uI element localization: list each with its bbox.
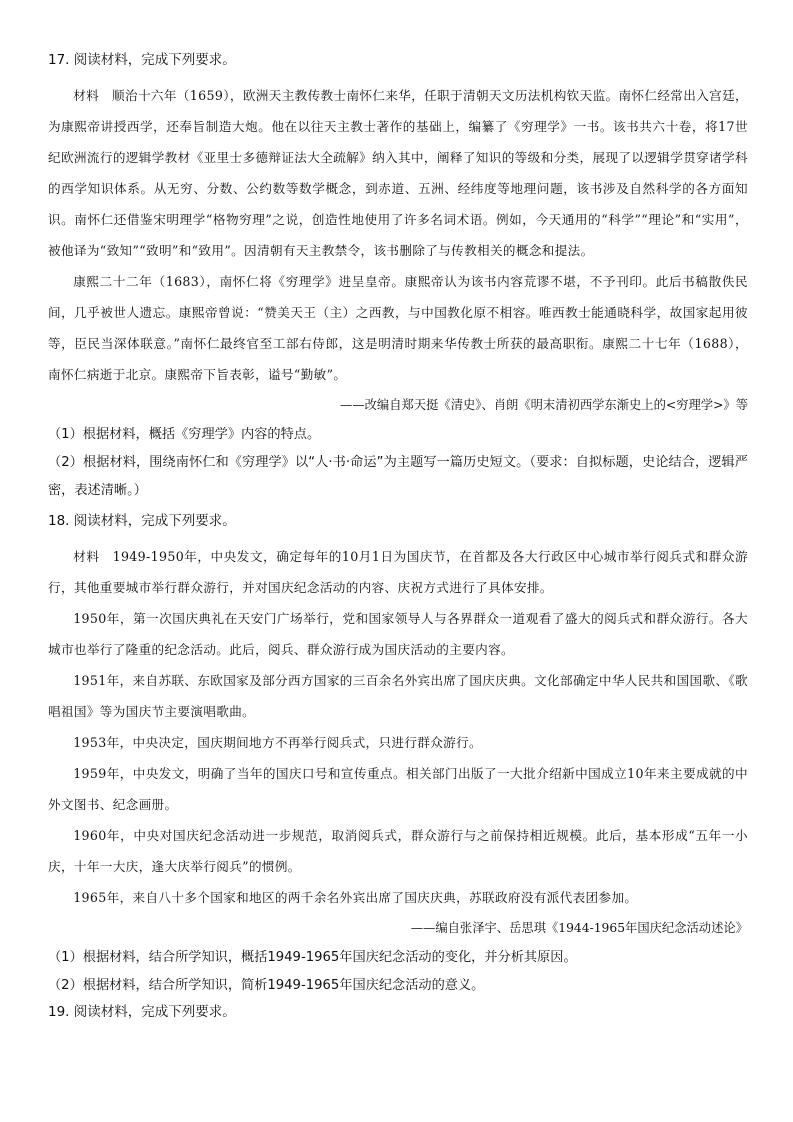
question-18-material-paragraph: 材料 1949-1950年，中央发文，确定每年的10月1日为国庆节，在首都及各大行政区中心城市举行阅兵式和群众游行，其他重要城市举行群众游行，并对国庆纪念活动的内容、庆祝方式进行了具体安排。 <box>48 549 748 595</box>
question-18-material-paragraph: 1950年，第一次国庆典礼在天安门广场举行，党和国家领导人与各界群众一道观看了盛大的阅兵式和群众游行。各大城市也举行了隆重的纪念活动。此后，阅兵、群众游行成为国庆活动的主要内容。 <box>48 611 748 657</box>
question-17-sub-1: （1）根据材料，概括《穷理学》内容的特点。 <box>48 427 321 442</box>
question-18-material-paragraph: 1951年，来自苏联、东欧国家及部分西方国家的三百余名外宾出席了国庆庆典。文化部确定中华人民共和国国歌、《歌唱祖国》等为国庆节主要演唱歌曲。 <box>48 673 748 719</box>
question-18-material-paragraph: 1953年，中央决定，国庆期间地方不再举行阅兵式，只进行群众游行。 <box>73 735 483 750</box>
question-18-material-paragraph: 1959年，中央发文，明确了当年的国庆口号和宣传重点。相关部门出版了一大批介绍新中国成立10年来主要成就的中外文图书、纪念画册。 <box>48 766 748 812</box>
question-17-source: ——改编自郑天挺《清史》、肖朗《明末清初西学东渐史上的<穷理学>》等 <box>340 398 748 412</box>
question-18-sub-2: （2）根据材料，结合所学知识，简析1949-1965年国庆纪念活动的意义。 <box>48 978 485 993</box>
question-18-material-paragraph: 1965年，来自八十多个国家和地区的两千余名外宾出席了国庆庆典，苏联政府没有派代表团参加。 <box>73 890 638 905</box>
exam-page <box>48 50 748 1032</box>
question-19-title: 19. 阅读材料，完成下列要求。 <box>48 1004 236 1020</box>
question-17-sub-2: （2）根据材料，围绕南怀仁和《穷理学》以“人·书·命运”为主题写一篇历史短文。（要求：自拟标题，史论结合，逻辑严密，表述清晰。） <box>48 455 748 498</box>
question-18-material-paragraph: 1960年，中央对国庆纪念活动进一步规范，取消阅兵式，群众游行与之前保持相近规模。此后，基本形成“五年一小庆，十年一大庆，逢大庆举行阅兵”的惯例。 <box>48 828 748 874</box>
question-18-sub-1: （1）根据材料，结合所学知识，概括1949-1965年国庆纪念活动的变化，并分析其原因。 <box>48 950 577 965</box>
question-17-title: 17. 阅读材料，完成下列要求。 <box>48 52 236 68</box>
question-17-material-paragraph: 材料 顺治十六年（1659），欧洲天主教传教士南怀仁来华，任职于清朝天文历法机构钦天监。南怀仁经常出入宫廷，为康熙帝讲授西学，还奉旨制造大炮。他在以往天主教士著作的基础上，编纂了《穷理学》一书。该书共六十卷，将17世纪欧洲流行的逻辑学教材《亚里士多德辩证法大全疏解》纳入其中，阐释了知识的等级和分类，展现了以逻辑学贯穿诸学科的西学知识体系。从无穷、分数、公约数等数学概念，到赤道、五洲、经纬度等地理问题，该书涉及自然科学的各方面知识。南怀仁还借鉴宋明理学“格物穷理”之说，创造性地使用了许多名词术语。例如，今天通用的“科学”“理论”和“实用”，被他译为“致知”“致明”和“致用”。因清朝有天主教禁令，该书删除了与传教相关的概念和提法。 <box>48 88 748 258</box>
question-17-material-paragraph: 康熙二十二年（1683），南怀仁将《穷理学》进呈皇帝。康熙帝认为该书内容荒谬不堪，不予刊印。此后书稿散佚民间，几乎被世人遗忘。康熙帝曾说：“赞美天王（主）之西教，与中国教化原不相容。唯西教士能通晓科学，故国家起用彼等，臣民当深体联意。”南怀仁最终官至工部右侍郎，这是明清时期来华传教士所获的最高职衔。康熙二十七年（1688），南怀仁病逝于北京。康熙帝下旨表彰，谥号“勤敏”。 <box>48 274 748 382</box>
question-18-title: 18. 阅读材料，完成下列要求。 <box>48 513 236 529</box>
question-18-source: ——编自张泽宇、岳思琪《1944-1965年国庆纪念活动述论》 <box>410 921 748 935</box>
